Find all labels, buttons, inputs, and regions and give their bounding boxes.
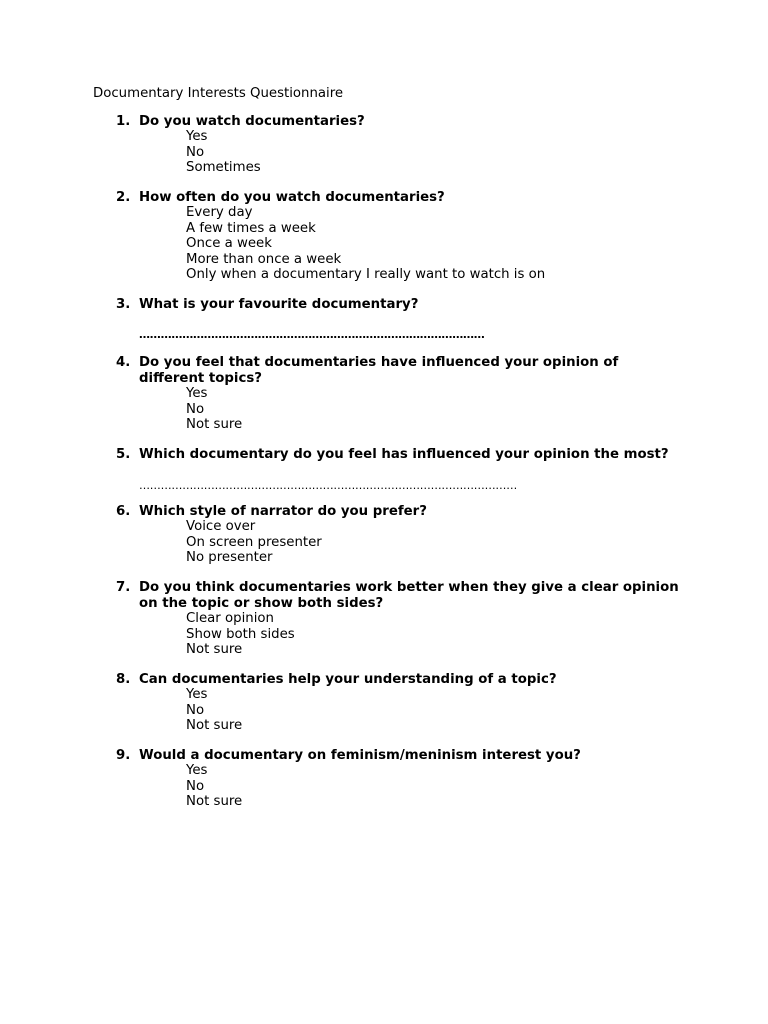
- option-once-week: Once a week: [186, 236, 272, 252]
- option-no: No: [186, 401, 205, 417]
- option-no-presenter: No presenter: [186, 550, 273, 566]
- question-number: 3.: [116, 297, 131, 312]
- question-text: Can documentaries help your understanding of a topic?: [139, 672, 557, 687]
- option-list: [186, 687, 242, 734]
- question-number: 5.: [116, 447, 131, 462]
- option-not-sure: Not sure: [186, 642, 243, 658]
- option-every-day: Every day: [186, 205, 253, 220]
- question-number: 7.: [116, 580, 131, 595]
- option-no: No: [186, 702, 205, 718]
- option-yes: Yes: [186, 129, 208, 144]
- document-title: Documentary Interests Questionnaire: [93, 86, 344, 101]
- question-number: 4.: [116, 355, 131, 370]
- question-number: 1.: [116, 114, 131, 129]
- question-text: Which documentary do you feel has influenced your opinion the most?: [139, 447, 669, 462]
- question-number: 8.: [116, 672, 131, 687]
- option-few-times-week: A few times a week: [186, 220, 316, 236]
- option-more-than-once-week: More than once a week: [186, 251, 342, 267]
- option-clear-opinion: Clear opinion: [186, 611, 274, 626]
- option-on-screen-presenter: On screen presenter: [186, 534, 322, 550]
- option-no: No: [186, 778, 205, 794]
- question-text: Do you feel that documentaries have influenced your opinion of different topics?: [139, 355, 619, 386]
- option-yes: Yes: [186, 386, 208, 401]
- question-text: Do you think documentaries work better when they give a clear opinion on the topic or show both sides?: [139, 580, 679, 611]
- option-list: [186, 519, 322, 566]
- option-not-sure: Not sure: [186, 794, 243, 810]
- option-list: [186, 386, 242, 433]
- question-text: How often do you watch documentaries?: [139, 190, 445, 205]
- question-number: 2.: [116, 190, 131, 205]
- question-number: 9.: [116, 748, 131, 763]
- question-text: Would a documentary on feminism/meninism interest you?: [139, 748, 581, 763]
- option-list: [186, 205, 545, 283]
- option-yes: Yes: [186, 687, 208, 702]
- option-not-sure: Not sure: [186, 718, 243, 734]
- option-not-sure: Not sure: [186, 417, 243, 433]
- answer-blank-line: ……………………………………………………………………………………: [139, 328, 485, 341]
- option-show-both-sides: Show both sides: [186, 626, 295, 642]
- option-list: [186, 763, 242, 810]
- option-list: [186, 129, 261, 176]
- option-voice-over: Voice over: [186, 519, 256, 534]
- option-sometimes: Sometimes: [186, 160, 261, 176]
- option-no: No: [186, 144, 205, 160]
- question-number: 6.: [116, 504, 131, 519]
- option-list: [186, 611, 295, 658]
- question-text: What is your favourite documentary?: [139, 297, 419, 312]
- question-text: Which style of narrator do you prefer?: [139, 504, 427, 519]
- question-text: Do you watch documentaries?: [139, 114, 365, 129]
- option-yes: Yes: [186, 763, 208, 778]
- option-only-when: Only when a documentary I really want to watch is on: [186, 267, 546, 283]
- answer-blank-line: ……………………………………………………………………………………………: [139, 479, 518, 492]
